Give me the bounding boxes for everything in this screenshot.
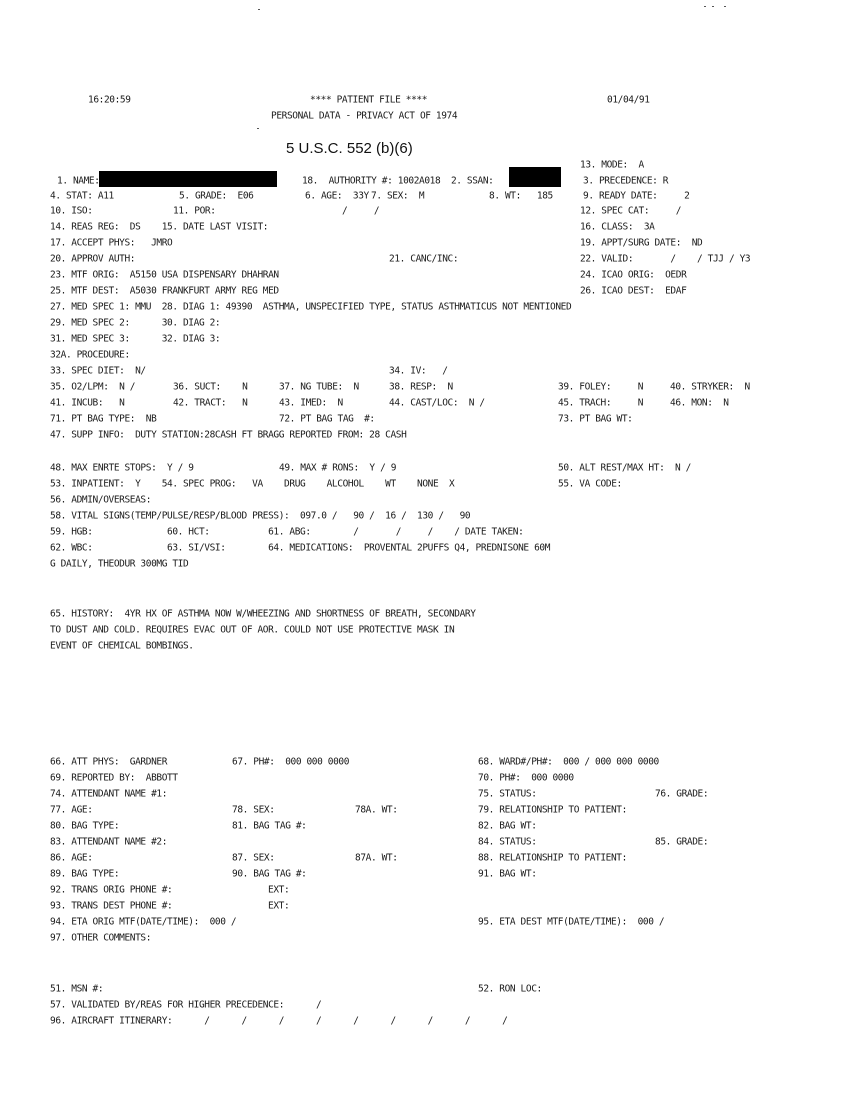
form-field-line: 86. AGE: xyxy=(50,852,93,864)
print-time: 16:20:59 xyxy=(88,94,131,106)
form-field-line: 11. POR: xyxy=(173,205,216,217)
form-field-line: 19. APPT/SURG DATE: ND xyxy=(580,237,703,249)
form-field-line: 96. AIRCRAFT ITINERARY: / / / / / / / / / xyxy=(50,1015,508,1027)
form-field-line: 58. VITAL SIGNS(TEMP/PULSE/RESP/BLOOD PRESS): 097.0 / 90 / 16 / 130 / 90 xyxy=(50,510,471,522)
form-field-line: 70. PH#: 000 0000 xyxy=(478,772,574,784)
form-field-line: 39. FOLEY: N xyxy=(558,381,644,393)
form-field-line: 42. TRACT: N xyxy=(173,397,248,409)
form-field-line: 94. ETA ORIG MTF(DATE/TIME): 000 / xyxy=(50,916,237,928)
form-field-line: 93. TRANS DEST PHONE #: xyxy=(50,900,173,912)
form-field-line: 3. PRECEDENCE: R xyxy=(583,175,669,187)
form-field-line: 73. PT BAG WT: xyxy=(558,413,633,425)
form-field-line: 16. CLASS: 3A xyxy=(580,221,655,233)
file-title: **** PATIENT FILE **** xyxy=(310,94,428,106)
form-field-line: 4. STAT: A11 xyxy=(50,190,114,202)
scan-speck xyxy=(258,9,260,10)
form-field-line: 44. CAST/LOC: N / xyxy=(389,397,485,409)
form-field-line: 13. MODE: A xyxy=(580,159,644,171)
form-field-line: 32A. PROCEDURE: xyxy=(50,349,130,361)
form-field-line: 78A. WT: xyxy=(355,804,398,816)
form-field-line: 8. WT: 185 xyxy=(489,190,553,202)
form-field-line: 69. REPORTED BY: ABBOTT xyxy=(50,772,178,784)
form-field-line: 74. ATTENDANT NAME #1: xyxy=(50,788,168,800)
form-field-line: 17. ACCEPT PHYS: JMRO xyxy=(50,237,173,249)
form-field-line: 50. ALT REST/MAX HT: N / xyxy=(558,462,691,474)
form-field-line: 76. GRADE: xyxy=(655,788,709,800)
form-field-line: TO DUST AND COLD. REQUIRES EVAC OUT OF AOR. COULD NOT USE PROTECTIVE MASK IN xyxy=(50,624,455,636)
form-field-line: 72. PT BAG TAG #: xyxy=(279,413,375,425)
form-field-line: 75. STATUS: xyxy=(478,788,537,800)
form-field-line: 52. RON LOC: xyxy=(478,983,542,995)
form-field-line: 80. BAG TYPE: xyxy=(50,820,120,832)
form-field-line: 43. IMED: N xyxy=(279,397,343,409)
form-field-line: 48. MAX ENRTE STOPS: Y / 9 xyxy=(50,462,194,474)
form-field-line: 9. READY DATE: 2 xyxy=(583,190,690,202)
form-field-line: 53. INPATIENT: Y 54. SPEC PROG: VA DRUG ALCOHOL WT NONE X xyxy=(50,478,455,490)
form-field-line: EXT: xyxy=(268,900,290,912)
form-field-line: 82. BAG WT: xyxy=(478,820,537,832)
form-field-line: 67. PH#: 000 000 0000 xyxy=(232,756,350,768)
form-field-line: 46. MON: N xyxy=(670,397,729,409)
form-field-line: 95. ETA DEST MTF(DATE/TIME): 000 / xyxy=(478,916,665,928)
form-field-line: EVENT OF CHEMICAL BOMBINGS. xyxy=(50,640,194,652)
form-field-line: 24. ICAO ORIG: OEDR xyxy=(580,269,687,281)
form-field-line: 12. SPEC CAT: / xyxy=(580,205,682,217)
form-field-line: 10. ISO: xyxy=(50,205,93,217)
form-field-line: 66. ATT PHYS: GARDNER xyxy=(50,756,168,768)
form-field-line: 37. NG TUBE: N xyxy=(279,381,359,393)
form-field-line: 14. REAS REG: DS 15. DATE LAST VISIT: xyxy=(50,221,269,233)
form-field-line: 97. OTHER COMMENTS: xyxy=(50,932,152,944)
form-field-line: 88. RELATIONSHIP TO PATIENT: xyxy=(478,852,627,864)
form-field-line: 1. NAME: xyxy=(57,175,100,187)
form-field-line: 91. BAG WT: xyxy=(478,868,537,880)
form-field-line: 92. TRANS ORIG PHONE #: xyxy=(50,884,173,896)
scan-speck xyxy=(712,6,714,7)
form-field-line: 57. VALIDATED BY/REAS FOR HIGHER PRECEDENCE: / xyxy=(50,999,322,1011)
form-field-line: 84. STATUS: xyxy=(478,836,537,848)
form-field-line: 22. VALID: / / TJJ / Y3 xyxy=(580,253,751,265)
form-field-line: 65. HISTORY: 4YR HX OF ASTHMA NOW W/WHEEZING AND SHORTNESS OF BREATH, SECONDARY xyxy=(50,608,476,620)
form-field-line: / / xyxy=(342,205,380,217)
form-field-line: 83. ATTENDANT NAME #2: xyxy=(50,836,168,848)
form-field-line: 68. WARD#/PH#: 000 / 000 000 0000 xyxy=(478,756,659,768)
form-field-line: 34. IV: / xyxy=(389,365,448,377)
form-field-line: 59. HGB: 60. HCT: 61. ABG: / / / / DATE TAKEN: xyxy=(50,526,524,538)
form-field-line: 40. STRYKER: N xyxy=(670,381,750,393)
form-field-line: 33. SPEC DIET: N/ xyxy=(50,365,146,377)
form-field-line: 89. BAG TYPE: xyxy=(50,868,120,880)
form-field-line: 38. RESP: N xyxy=(389,381,453,393)
form-field-line: 45. TRACH: N xyxy=(558,397,644,409)
form-field-line: 27. MED SPEC 1: MMU 28. DIAG 1: 49390 ASTHMA, UNSPECIFIED TYPE, STATUS ASTHMATICUS NOT MENTIONED xyxy=(50,301,572,313)
redaction-box-ssan xyxy=(509,167,561,187)
form-field-line: 6. AGE: 33Y xyxy=(305,190,369,202)
form-field-line: 5. GRADE: E06 xyxy=(179,190,254,202)
form-field-line: 31. MED SPEC 3: 32. DIAG 3: xyxy=(50,333,221,345)
form-field-line: 47. SUPP INFO: DUTY STATION:28CASH FT BRAGG REPORTED FROM: 28 CASH xyxy=(50,429,407,441)
form-field-line: 7. SEX: M xyxy=(371,190,425,202)
form-field-line: 56. ADMIN/OVERSEAS: xyxy=(50,494,152,506)
form-field-line: 26. ICAO DEST: EDAF xyxy=(580,285,687,297)
form-field-line: 29. MED SPEC 2: 30. DIAG 2: xyxy=(50,317,221,329)
form-field-line: 62. WBC: 63. SI/VSI: 64. MEDICATIONS: PROVENTAL 2PUFFS Q4, PREDNISONE 60M xyxy=(50,542,551,554)
form-field-line: 25. MTF DEST: A5030 FRANKFURT ARMY REG MED xyxy=(50,285,279,297)
form-field-line: 35. O2/LPM: N / xyxy=(50,381,136,393)
form-field-line: EXT: xyxy=(268,884,290,896)
scan-speck xyxy=(257,128,259,129)
form-field-line: 20. APPROV AUTH: xyxy=(50,253,136,265)
form-field-line: G DAILY, THEODUR 300MG TID xyxy=(50,558,189,570)
form-field-line: 55. VA CODE: xyxy=(558,478,622,490)
redaction-box-name xyxy=(99,171,277,187)
form-field-line: 18. AUTHORITY #: 1002A018 2. SSAN: xyxy=(302,175,494,187)
privacy-act-subtitle: PERSONAL DATA - PRIVACY ACT OF 1974 xyxy=(271,110,458,122)
scan-speck xyxy=(704,6,706,7)
form-field-line: 71. PT BAG TYPE: NB xyxy=(50,413,157,425)
form-field-line: 78. SEX: xyxy=(232,804,275,816)
form-field-line: 87. SEX: xyxy=(232,852,275,864)
form-field-line: 85. GRADE: xyxy=(655,836,709,848)
print-date: 01/04/91 xyxy=(607,94,650,106)
form-field-line: 23. MTF ORIG: A5150 USA DISPENSARY DHAHRAN xyxy=(50,269,279,281)
form-field-line: 90. BAG TAG #: xyxy=(232,868,307,880)
form-field-line: 41. INCUB: N xyxy=(50,397,125,409)
form-field-line: 77. AGE: xyxy=(50,804,93,816)
form-field-line: 81. BAG TAG #: xyxy=(232,820,307,832)
form-field-line: 36. SUCT: N xyxy=(173,381,248,393)
form-field-line: 21. CANC/INC: xyxy=(389,253,459,265)
scan-speck xyxy=(724,6,726,7)
form-field-line: 79. RELATIONSHIP TO PATIENT: xyxy=(478,804,627,816)
form-field-line: 49. MAX # RONS: Y / 9 xyxy=(279,462,397,474)
form-field-line: 87A. WT: xyxy=(355,852,398,864)
form-field-line: 51. MSN #: xyxy=(50,983,104,995)
foia-exemption-stamp: 5 U.S.C. 552 (b)(6) xyxy=(286,140,413,157)
